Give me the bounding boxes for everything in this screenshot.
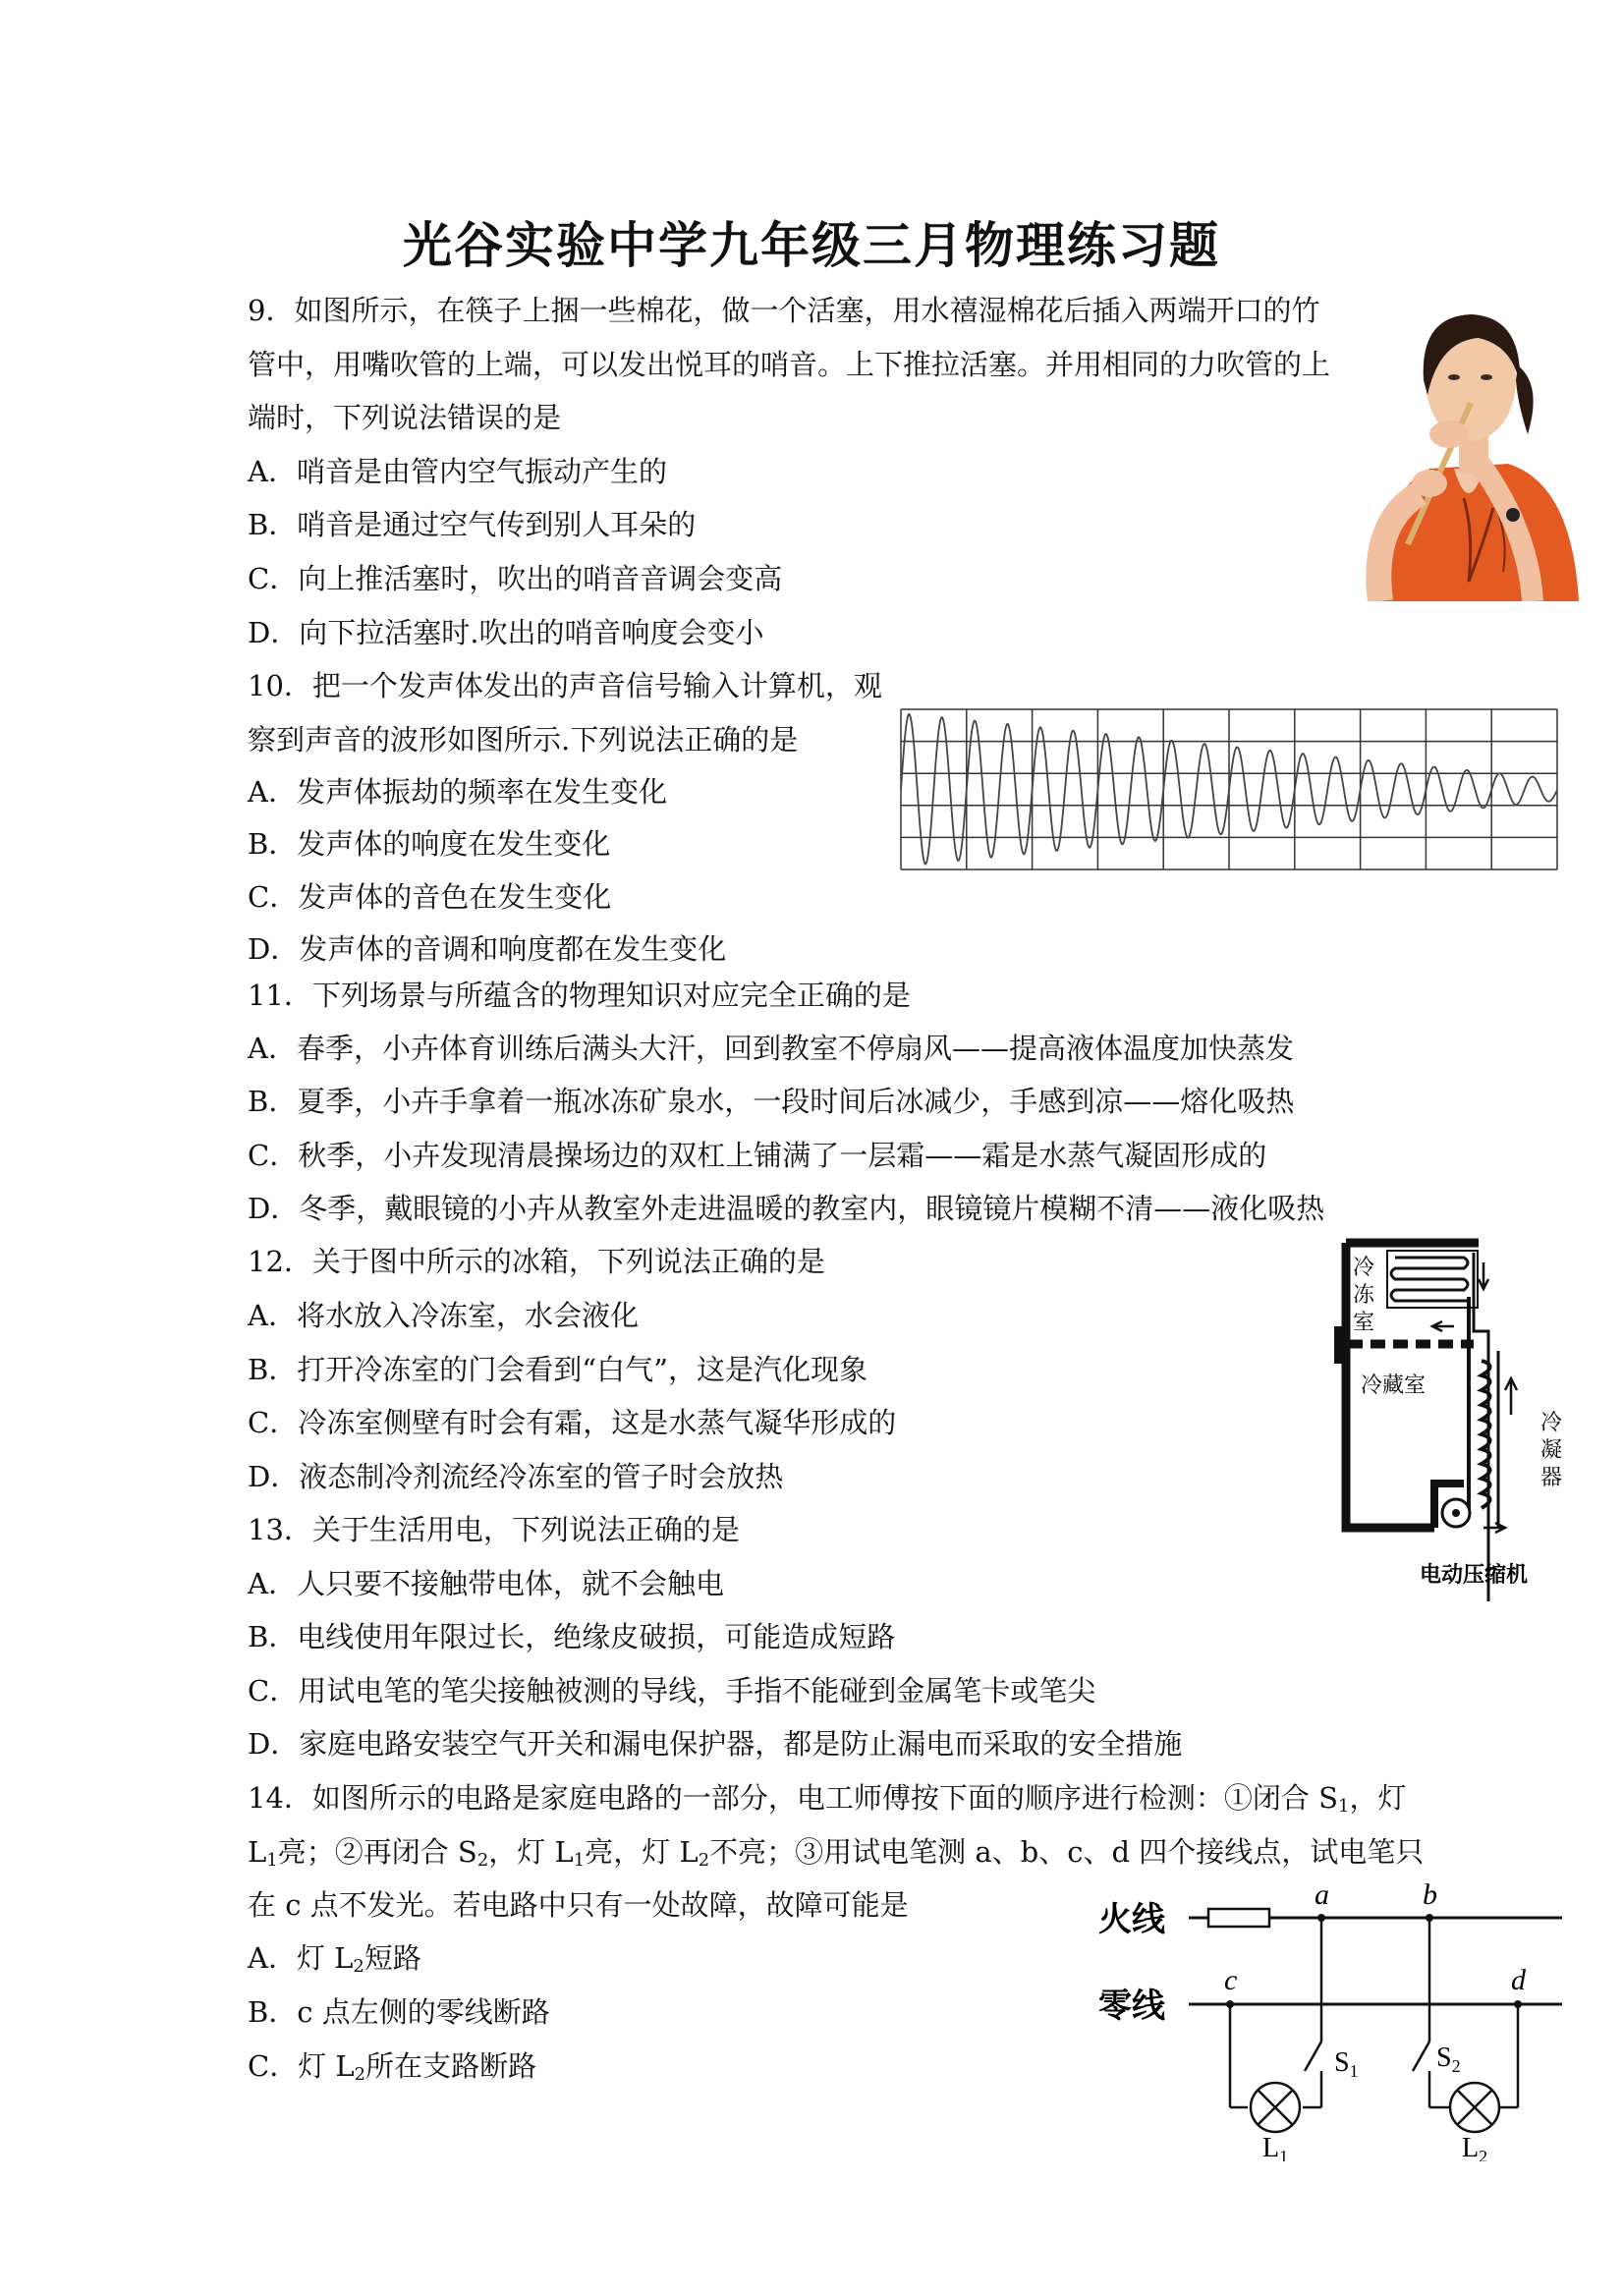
q11-option-b: B．夏季，小卉手拿着一瓶冰冻矿泉水，一段时间后冰减少，手感到凉——熔化吸热 bbox=[248, 1085, 1295, 1118]
q13-option-a: A．人只要不接触带电体，就不会触电 bbox=[248, 1567, 724, 1600]
point-d-label: d bbox=[1511, 1964, 1526, 1996]
whistle-player-photo bbox=[1361, 287, 1582, 601]
point-c-label: c bbox=[1224, 1964, 1238, 1996]
switch-s1-label: $S_1$ bbox=[1334, 2047, 1359, 2081]
condenser-label-1: 冷 bbox=[1540, 1410, 1563, 1434]
fridge-compartment-label: 冷藏室 bbox=[1361, 1372, 1427, 1397]
sound-waveform-figure bbox=[899, 707, 1562, 874]
compressor-label: 电动压缩机 bbox=[1420, 1562, 1529, 1587]
switch-s2-label: $S_2$ bbox=[1436, 2043, 1461, 2076]
point-a-label: a bbox=[1315, 1878, 1329, 1911]
q13-stem: 13．关于生活用电，下列说法正确的是 bbox=[248, 1513, 740, 1546]
q9-option-b: B．哨音是通过空气传到别人耳朵的 bbox=[248, 508, 697, 541]
q10-option-c: C．发声体的音色在发生变化 bbox=[248, 880, 612, 914]
q10-stem-line-1: 10．把一个发声体发出的声音信号输入计算机，观 bbox=[248, 669, 882, 702]
lamp-l1-label: $L_1$ bbox=[1262, 2133, 1289, 2161]
condenser-label-3: 器 bbox=[1540, 1465, 1563, 1489]
freezer-label-3: 室 bbox=[1353, 1310, 1375, 1334]
q11-option-d: D．冬季，戴眼镜的小卉从教室外走进温暖的教室内，眼镜镜片模糊不清——液化吸热 bbox=[248, 1192, 1325, 1225]
q14-option-c: C．灯 $L_2$所在支路断路 bbox=[248, 2049, 537, 2085]
q12-option-c: C．冷冻室侧壁有时会有霜，这是水蒸气凝华形成的 bbox=[248, 1406, 897, 1439]
q9-option-a: A．哨音是由管内空气振动产生的 bbox=[248, 455, 667, 488]
q9-stem-line-1: 9．如图所示，在筷子上捆一些棉花，做一个活塞，用水禧湿棉花后插入两端开口的竹 bbox=[248, 294, 1320, 327]
point-b-label: b bbox=[1423, 1878, 1437, 1911]
q13-option-d: D．家庭电路安装空气开关和漏电保护器，都是防止漏电而采取的安全措施 bbox=[248, 1727, 1183, 1761]
q9-option-d: D．向下拉活塞时.吹出的哨音响度会变小 bbox=[248, 616, 764, 649]
q12-stem: 12．关于图中所示的冰箱，下列说法正确的是 bbox=[248, 1245, 825, 1278]
q11-stem: 11．下列场景与所蕴含的物理知识对应完全正确的是 bbox=[248, 979, 911, 1012]
q10-option-b: B．发声体的响度在发生变化 bbox=[248, 827, 611, 861]
neutral-wire-label: 零线 bbox=[1098, 1988, 1165, 2025]
freezer-label-1: 冷 bbox=[1353, 1255, 1375, 1279]
q10-option-a: A．发声体振劫的频率在发生变化 bbox=[248, 775, 667, 809]
q9-option-c: C．向上推活塞时，吹出的哨音音调会变高 bbox=[248, 562, 783, 595]
live-wire-label: 火线 bbox=[1098, 1901, 1165, 1938]
q13-option-b: B．电线使用年限过长，绝缘皮破损，可能造成短路 bbox=[248, 1620, 896, 1653]
q10-option-d: D．发声体的音调和响度都在发生变化 bbox=[248, 932, 727, 966]
q14-stem-line-1: 14．如图所示的电路是家庭电路的一部分，电工师傅按下面的顺序进行检测：①闭合 $S_1$，灯 bbox=[248, 1781, 1407, 1817]
refrigerator-diagram bbox=[1326, 1233, 1572, 1601]
q12-option-a: A．将水放入冷冻室，水会液化 bbox=[248, 1299, 639, 1332]
lamp-l2-label: $L_2$ bbox=[1462, 2133, 1488, 2161]
q11-option-a: A．春季，小卉体育训练后满头大汗，回到教室不停扇风——提高液体温度加快蒸发 bbox=[248, 1032, 1294, 1065]
household-circuit-diagram bbox=[1081, 1876, 1572, 2161]
q14-stem-line-3: 在 c 点不发光。若电路中只有一处故障，故障可能是 bbox=[248, 1888, 909, 1922]
condenser-label-2: 凝 bbox=[1540, 1437, 1563, 1462]
q13-option-c: C．用试电笔的笔尖接触被测的导线，手指不能碰到金属笔卡或笔尖 bbox=[248, 1674, 1096, 1708]
q9-stem-line-2: 管中，用嘴吹管的上端，可以发出悦耳的哨音。上下推拉活塞。并用相同的力吹管的上 bbox=[248, 348, 1331, 381]
q11-option-c: C．秋季，小卉发现清晨操场边的双杠上铺满了一层霜——霜是水蒸气凝固形成的 bbox=[248, 1139, 1267, 1172]
q12-option-d: D．液态制冷剂流经冷冻室的管子时会放热 bbox=[248, 1460, 784, 1493]
q14-stem-line-2: $L_1$亮；②再闭合 $S_2$，灯 $L_1$亮，灯 $L_2$不亮；③用试电笔测 a、b、c、d 四个接线点，试电笔只 bbox=[248, 1835, 1425, 1871]
q14-option-a: A．灯 $L_2$短路 bbox=[248, 1941, 421, 1977]
q10-stem-line-2: 察到声音的波形如图所示.下列说法正确的是 bbox=[248, 723, 799, 756]
page-title: 光谷实验中学九年级三月物理练习题 bbox=[403, 216, 1220, 274]
q14-option-b: B．c 点左侧的零线断路 bbox=[248, 1995, 550, 2029]
freezer-label-2: 冻 bbox=[1353, 1282, 1375, 1307]
q12-option-b: B．打开冷冻室的门会看到“白气”，这是汽化现象 bbox=[248, 1353, 867, 1386]
q9-stem-line-3: 端时，下列说法错误的是 bbox=[248, 401, 562, 434]
